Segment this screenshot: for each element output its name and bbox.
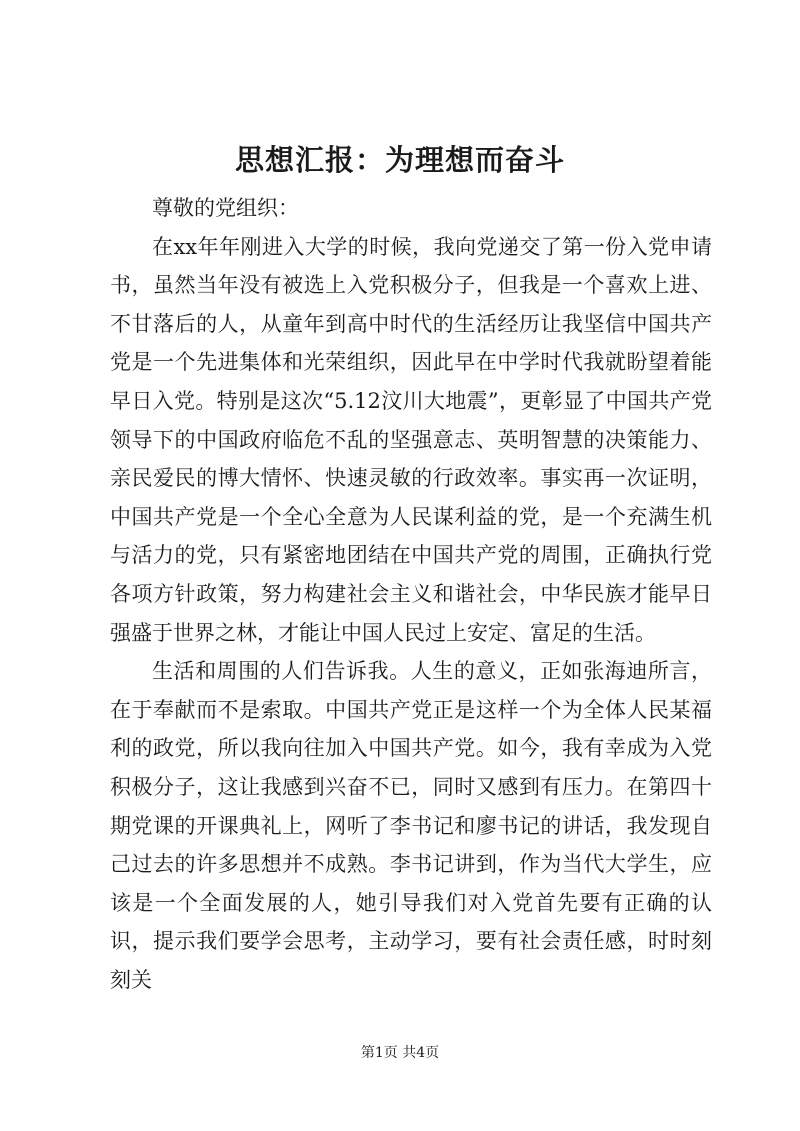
paragraph: 生活和周围的人们告诉我。人生的意义，正如张海迪所言，在于奉献而不是索取。中国共产党正是这样一个为全体人民某福利的政党，所以我向往加入中国共产党。如今，我有幸成为入党积极分子，这让我感到兴奋不已，同时又感到有压力。在第四十期党课的开课典礼上，网听了李书记和廖书记的讲话，我发现自己过去的许多思想并不成熟。李书记讲到，作为当代大学生，应该是一个全面发展的人，她引导我们对入党首先要有正确的认识，提示我们要学会思考，主动学习，要有社会责任感，时时刻刻关 (110, 659, 712, 992)
page-number-footer: 第1页 共4页 (360, 1045, 440, 1061)
document-body (110, 189, 712, 999)
salutation: 尊敬的党组织： (152, 196, 299, 220)
document-title: 思想汇报：为理想而奋斗 (234, 143, 565, 177)
paragraph: 在xx年年刚进入大学的时候，我向党递交了第一份入党申请书，虽然当年没有被选上入党积极分子，但我是一个喜欢上进、不甘落后的人，从童年到高中时代的生活经历让我坚信中国共产党是一个先进集体和光荣组织，因此早在中学时代我就盼望着能早日入党。特别是这次“5.12汶川大地震”，更彰显了中国共产党领导下的中国政府临危不乱的坚强意志、英明智慧的决策能力、亲民爱民的博大情怀、快速灵敏的行政效率。事实再一次证明，中国共产党是一个全心全意为人民谋利益的党，是一个充满生机与活力的党，只有紧密地团结在中国共产党的周围，正确执行党各项方针政策，努力构建社会主义和谐社会，中华民族才能早日强盛于世界之林，才能让中国人民过上安定、富足的生活。 (110, 234, 712, 645)
